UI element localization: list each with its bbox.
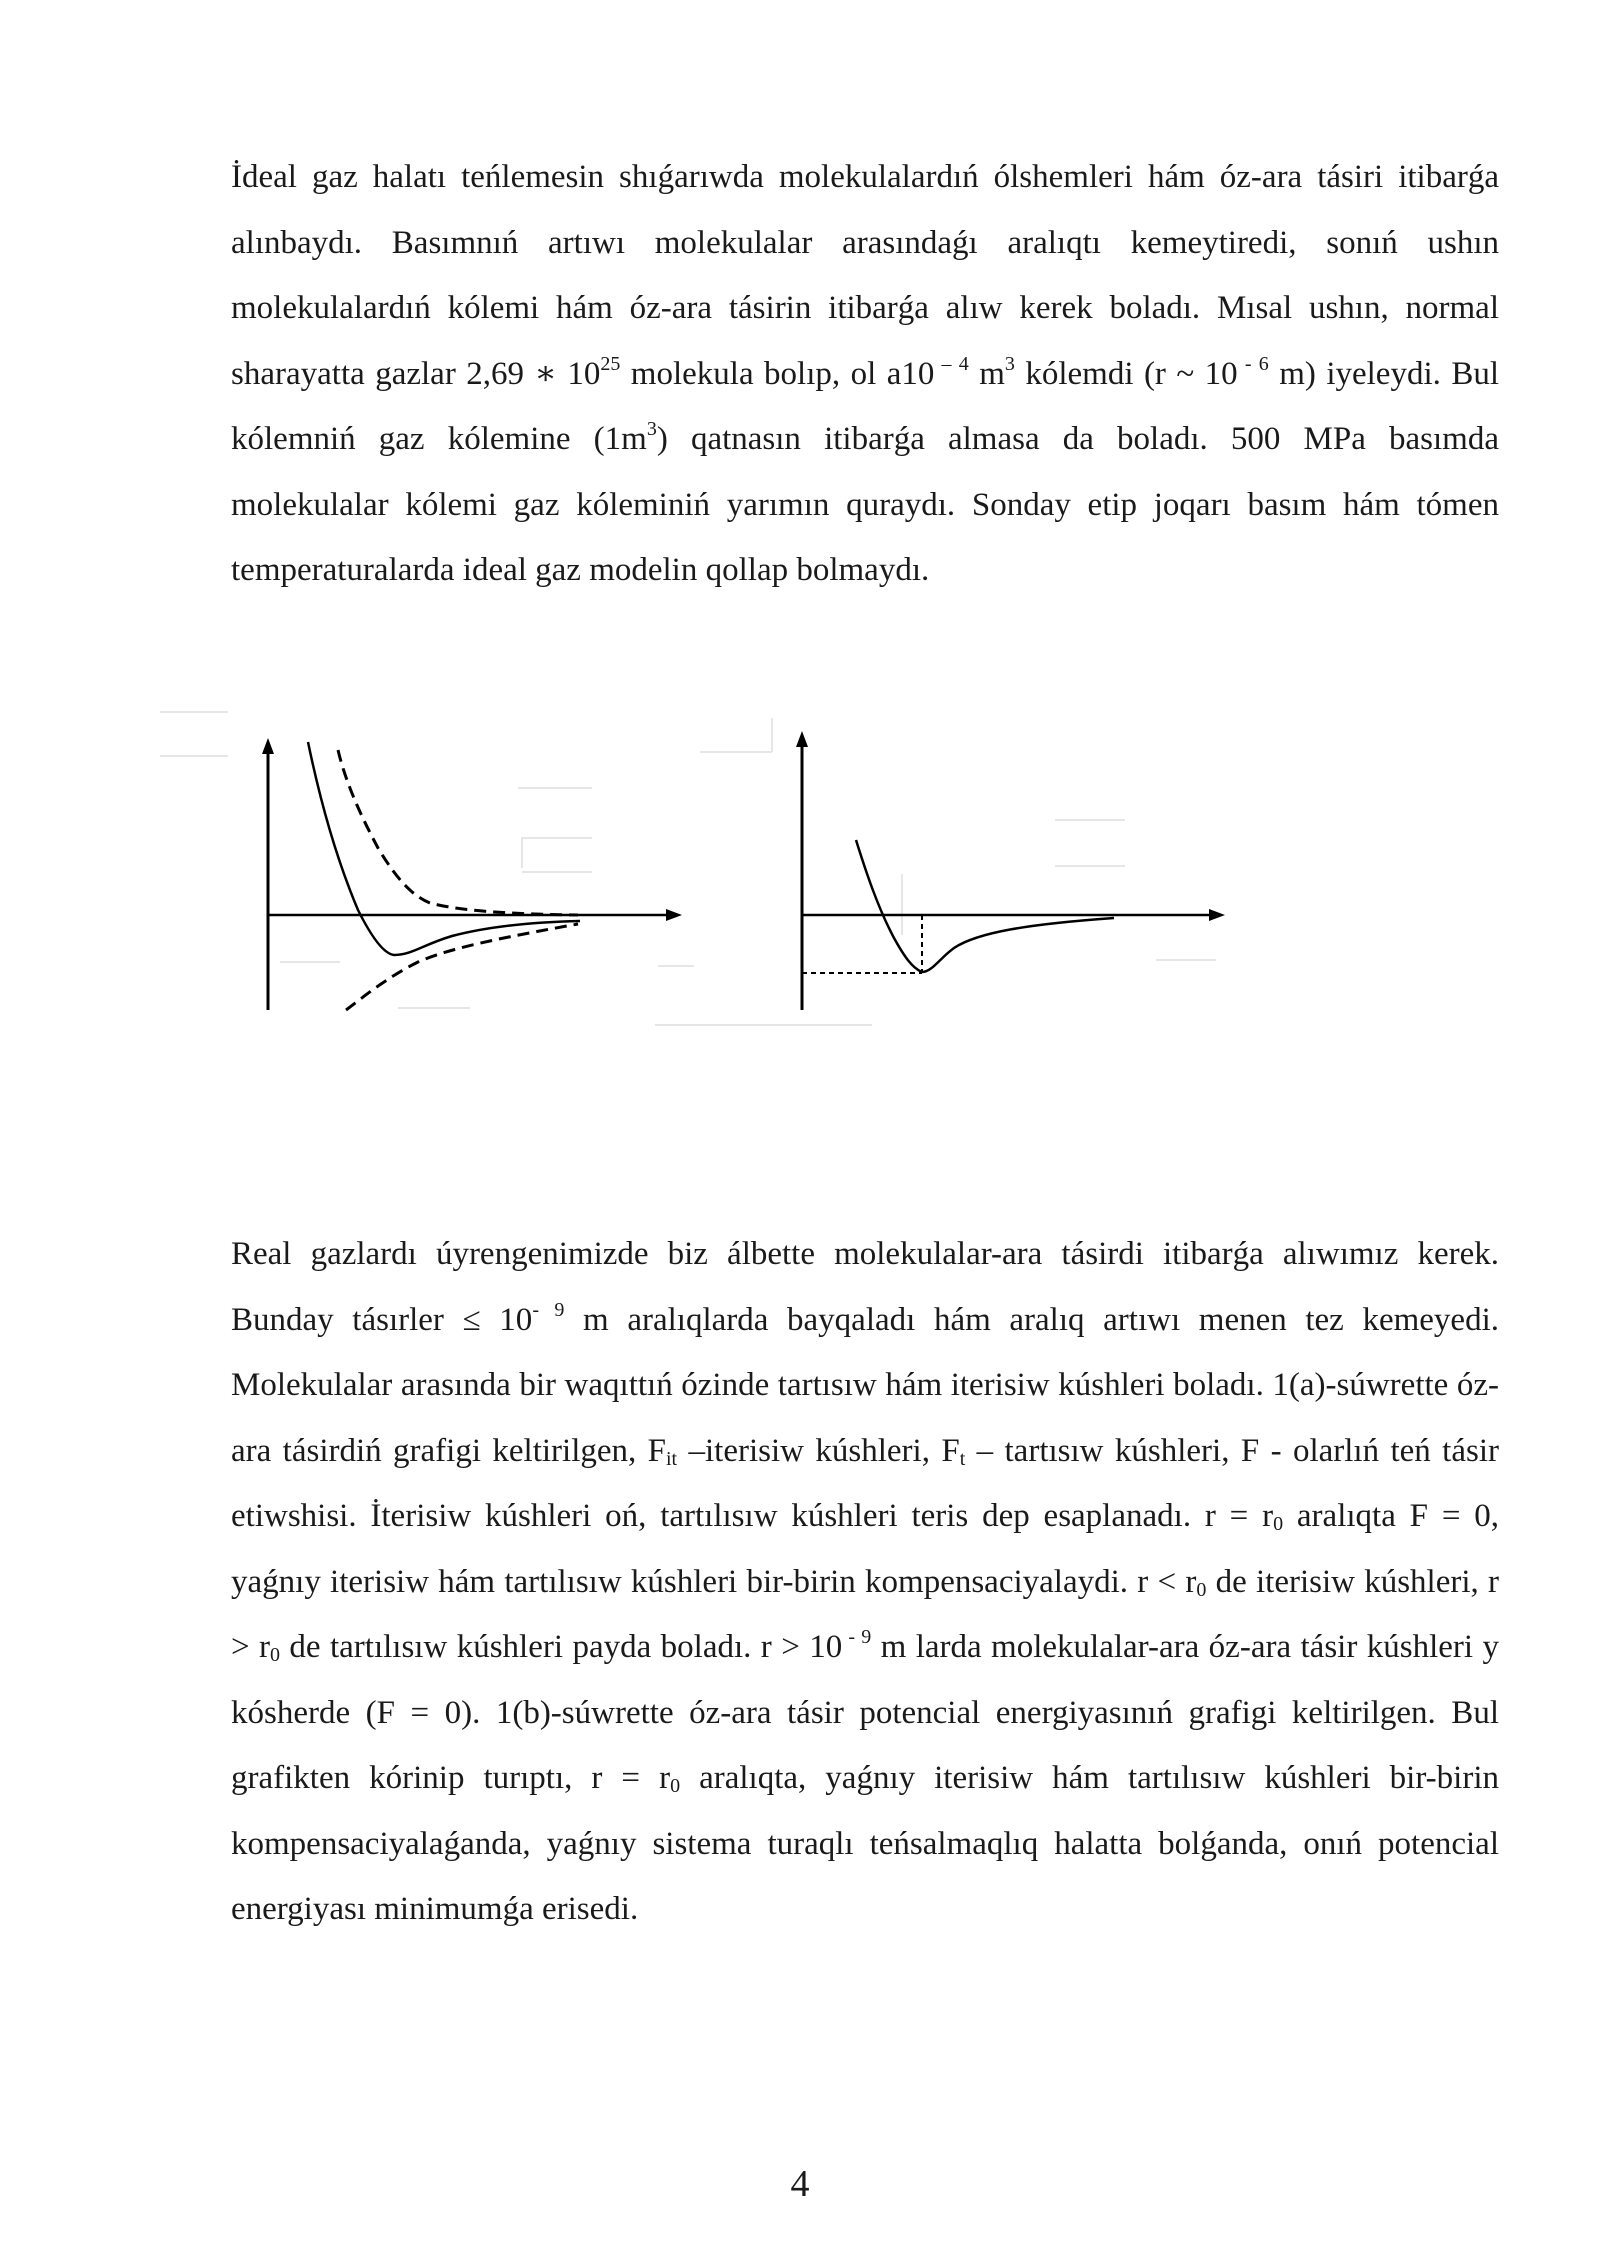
superscript: 25 bbox=[600, 352, 621, 375]
subscript: 0 bbox=[670, 1775, 681, 1797]
text: aralıqta, yaǵnıy iterisiw hám tartılısıw kúshleri bir-birin kompensaciyalaǵanda, yaǵnıy sistema turaqlı teńsalmaqlıq halatta bolǵanda, onıń potencial energiyası minimumǵa erisedi. bbox=[231, 1760, 1499, 1927]
graph-a-resultant-force-curve bbox=[308, 742, 580, 955]
text: m aralıqlarda bayqaladı hám aralıq artıwı menen tez kemeyedi. Molekulalar arasında bir waqıttıń ózinde tartısıw hám iterisiw kúshleri boladı. 1(a)-súwrette óz-ara tásirdiń grafigi keltirilgen, F bbox=[231, 1301, 1499, 1469]
text: Real gazlardı úyrengenimizde biz álbette molekulalar-ara tásirdi itibarǵa alıwımız kerek. Bunday tásırler ≤ 10 bbox=[231, 1236, 1499, 1338]
interaction-graphs-figure bbox=[150, 700, 1250, 1080]
text: de tartılısıw kúshleri payda boladı. r > 10 bbox=[280, 1629, 843, 1665]
text: m bbox=[968, 355, 1005, 392]
text: – tartısıw kúshleri, F - olarlıń teń tásir etiwshisi. İterisiw kúshleri oń, tartılısıw kúshleri teris dep esaplanadı. r = r bbox=[231, 1432, 1499, 1534]
text: m larda molekulalar-ara óz-ara tásir kúshleri y kósherde (F = 0). 1(b)-súwrette óz-ara tásir potencial energiyasınıń grafigi keltirilgen. Bul grafikten kórinip turıptı, r = r bbox=[231, 1629, 1499, 1796]
text: –iterisiw kúshleri, F bbox=[677, 1432, 960, 1469]
graph-a-y-arrow-icon bbox=[262, 738, 274, 754]
superscript: 3 bbox=[1004, 352, 1015, 375]
subscript: 0 bbox=[1273, 1513, 1284, 1535]
graph-b-y-arrow-icon bbox=[796, 731, 808, 747]
graph-b-potential-energy bbox=[796, 731, 1225, 1010]
text: de iterisiw kúshleri, r > r bbox=[231, 1563, 1500, 1665]
text: aralıqta F = 0, yaǵnıy iterisiw hám tartılısıw kúshleri bir-birin kompensaciyalaydi. r < r bbox=[231, 1498, 1499, 1600]
text: kólemdi (r ~ 10 bbox=[1014, 355, 1238, 392]
text: m) iyeleydi. Bul kólemniń gaz kólemine (1m bbox=[231, 355, 1500, 457]
superscript: - 9 bbox=[532, 1298, 565, 1321]
text: ) qatnasın itibarǵa almasa da boladı. 500 MPa basımda molekulalar kólemi gaz kóleminiń yarımın quraydı. Sonday etip joqarı basım hám tómen temperaturalarda ideal gaz modelin qollap bolmaydı. bbox=[231, 421, 1499, 588]
superscript: - 6 bbox=[1237, 352, 1269, 375]
scan-artifacts bbox=[160, 712, 1216, 1025]
superscript: - 9 bbox=[842, 1626, 872, 1648]
subscript: it bbox=[666, 1447, 678, 1470]
paragraph-real-gas bbox=[231, 1222, 1499, 1943]
subscript: t bbox=[959, 1447, 966, 1470]
subscript: 0 bbox=[270, 1644, 281, 1666]
graph-b-potential-curve bbox=[856, 840, 1114, 972]
superscript: 3 bbox=[646, 418, 657, 440]
text: İdeal gaz halatı teńlemesin shıǵarıwda molekulalardıń ólshemleri hám óz-ara tásiri itibarǵa alınbaydı. Basımnıń artıwı molekulalar arasındaǵı aralıqtı kemeytiredi, sonıń ushın molekulalardıń kólemi hám óz-ara tásirin itibarǵa alıw kerek boladı. Mısal ushın, normal sharayatta gazlar 2,69 ∗ 10 bbox=[231, 159, 1499, 392]
subscript: 0 bbox=[1196, 1578, 1207, 1601]
graph-a-attractive-force-curve bbox=[346, 924, 578, 1010]
superscript: – 4 bbox=[934, 352, 969, 375]
graph-b-x-arrow-icon bbox=[1209, 909, 1225, 921]
paragraph-ideal-gas bbox=[231, 145, 1499, 604]
graph-a-repulsive-force-curve bbox=[338, 750, 578, 915]
page-number: 4 bbox=[790, 2163, 810, 2205]
text: molekula bolıp, ol a10 bbox=[620, 355, 935, 392]
graph-a-x-arrow-icon bbox=[666, 909, 682, 921]
graph-a-forces bbox=[262, 738, 682, 1010]
